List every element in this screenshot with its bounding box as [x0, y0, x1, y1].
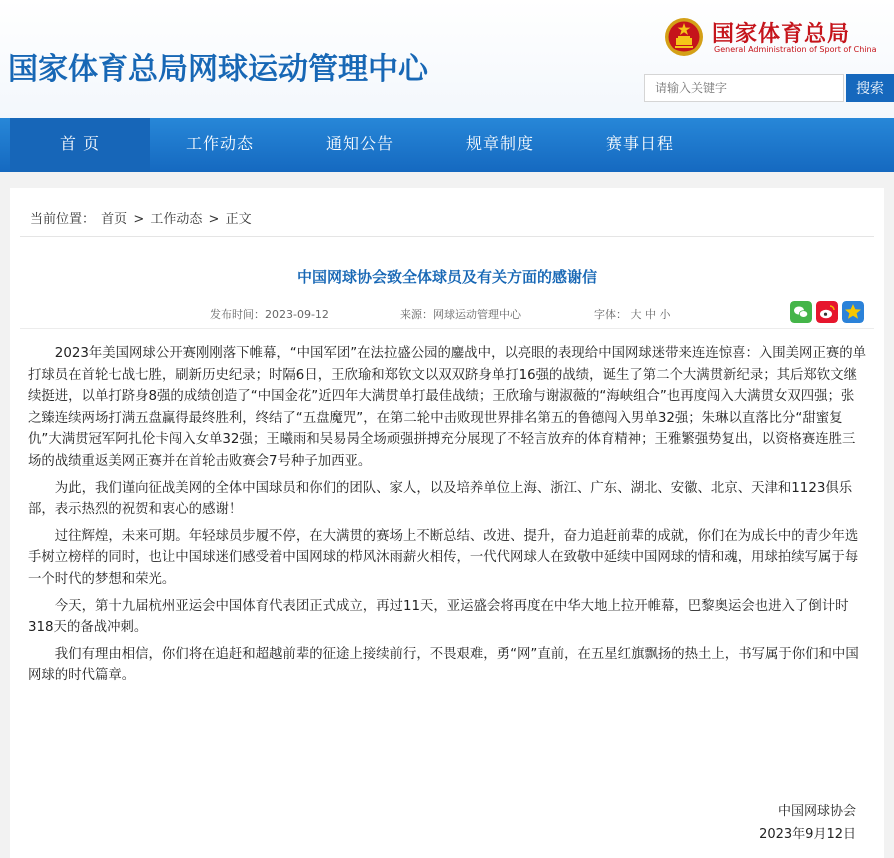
nav-item-home[interactable]: 首 页 — [10, 118, 150, 172]
site-header — [0, 0, 894, 118]
meta-divider — [20, 328, 874, 329]
font-medium-button[interactable]: 中 — [645, 308, 656, 321]
signature — [759, 800, 856, 846]
paragraph: 今天，第十九届杭州亚运会中国体育代表团正式成立，再过11天，亚运盛会将再度在中华大地上拉开帷幕，巴黎奥运会也进入了倒计时318天的备战冲刺。 — [28, 598, 849, 636]
paragraph: 过往辉煌，未来可期。年轻球员步履不停，在大满贯的赛场上不断总结、改进、提升，奋力追赶前辈的成就，你们在为成长中的青少年选手树立榜样的同时，也让中国球迷们感受着中国网球的栉风沐雨薪火相传，一代代网球人在致敬中延续中国网球的情和魂，用球拍续写属于每一个时代的梦想和荣光。 — [28, 528, 859, 587]
breadcrumb-current: 正文 — [225, 212, 252, 227]
paragraph: 我们有理由相信，你们将在追赶和超越前辈的征途上接续前行，不畏艰难，勇“网”直前，在五星红旗飘扬的热土上，书写属于你们和中国网球的时代篇章。 — [28, 646, 859, 684]
nav-item-schedule[interactable]: 赛事日程 — [605, 134, 674, 153]
paragraph: 2023年美国网球公开赛刚刚落下帷幕，“中国军团”在法拉盛公园的鏖战中，以亮眼的表现给中国网球迷带来连连惊喜：入围美网正赛的单打球员在首轮七战七胜，刷新历史纪录；时隔6日，王欣瑜和郑钦文以双双跻身单打16强的战绩，诞生了第二个大满贯新纪录；其后郑钦文继续挺进，以单打跻身8强的成绩创造了“中国金花”近四年大满贯单打最佳战绩；王欣瑜与谢淑薇的“海峡组合”也再度闯入大满贯女双四强；张之臻连续两场打满五盘赢得最终胜利，终结了“五盘魔咒”，在第二轮中击败现世界排名第五的鲁德闯入男单32强；朱琳以直落比分“甜蜜复仇”大满贯冠军阿扎伦卡闯入女单32强；王曦雨和吴易昺全场顽强拼搏充分展现了不轻言放弃的体育精神；王雅繁强势复出，以资格赛连胜三场的战绩重返美网正赛并在首轮击败赛会7号种子加西亚。 — [28, 346, 867, 469]
weibo-share-icon[interactable] — [816, 301, 838, 323]
article-title: 中国网球协会致全体球员及有关方面的感谢信 — [296, 268, 597, 286]
article-body — [28, 343, 866, 687]
font-large-button[interactable]: 大 — [630, 308, 642, 321]
signature-org: 中国网球协会 — [777, 804, 856, 819]
breadcrumb-prefix: 当前位置： — [30, 212, 96, 227]
qzone-share-icon[interactable] — [842, 301, 864, 323]
gov-name-en: General Administration of Sport of China — [714, 45, 877, 54]
publish-label: 发布时间： — [210, 308, 265, 321]
signature-date: 2023年9月12日 — [759, 827, 856, 842]
search-button[interactable]: 搜索 — [846, 74, 894, 102]
font-size-controls — [594, 306, 671, 322]
source-value: 网球运动管理中心 — [433, 308, 521, 321]
article-source — [400, 306, 521, 322]
source-label: 来源： — [400, 308, 433, 321]
font-small-button[interactable]: 小 — [659, 308, 671, 321]
divider — [20, 236, 874, 237]
gov-name: 国家体育总局 — [712, 22, 851, 47]
breadcrumb-separator: > — [133, 212, 145, 227]
publish-date: 2023-09-12 — [265, 308, 329, 321]
gov-logo[interactable] — [664, 14, 890, 62]
breadcrumb-home[interactable]: 首页 — [101, 212, 128, 227]
breadcrumb-separator: > — [208, 212, 220, 227]
national-emblem-icon — [664, 16, 704, 58]
article-container — [10, 188, 884, 858]
paragraph: 为此，我们谨向征战美网的全体中国球员和你们的团队、家人，以及培养单位上海、浙江、广东、湖北、安徽、北京、天津和1123俱乐部，表示热烈的祝贺和衷心的感谢！ — [28, 480, 853, 518]
font-label: 字体： — [594, 308, 627, 321]
wechat-share-icon[interactable] — [790, 301, 812, 323]
breadcrumb — [30, 208, 254, 227]
nav-item-regulations[interactable]: 规章制度 — [465, 134, 534, 153]
main-nav — [0, 118, 894, 172]
nav-item-notices[interactable]: 通知公告 — [325, 134, 394, 153]
site-title[interactable]: 国家体育总局网球运动管理中心 — [8, 52, 428, 87]
publish-time — [210, 306, 329, 322]
breadcrumb-work-news[interactable]: 工作动态 — [150, 212, 203, 227]
search-input[interactable] — [644, 74, 844, 102]
nav-item-work-news[interactable]: 工作动态 — [185, 134, 254, 153]
